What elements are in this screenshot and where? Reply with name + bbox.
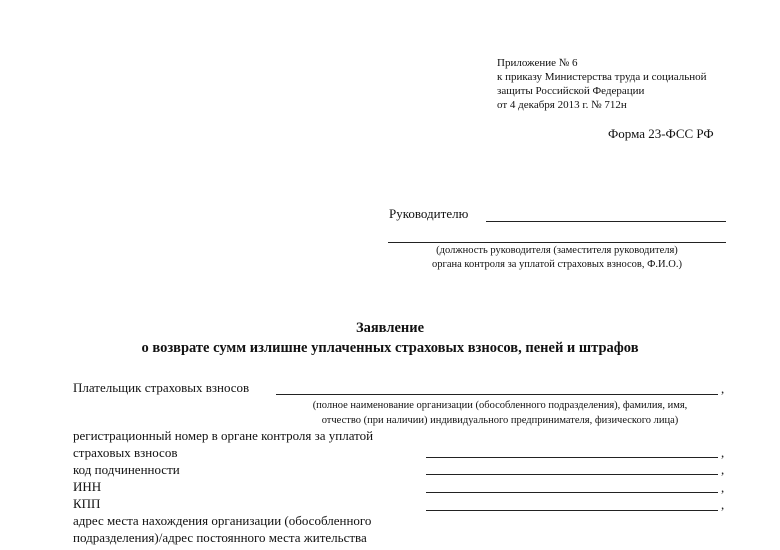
- addressee-field-2[interactable]: [388, 242, 726, 243]
- address-label-line-2: подразделения)/адрес постоянного места жительства: [73, 530, 367, 545]
- kpp-comma: ,: [721, 497, 725, 512]
- kpp-field[interactable]: [426, 510, 718, 511]
- subordination-code-label: код подчиненности: [73, 462, 180, 477]
- addressee-caption: [388, 244, 726, 272]
- reg-number-field[interactable]: [426, 457, 718, 458]
- payer-label: Плательщик страховых взносов: [73, 380, 250, 395]
- payer-caption-line-2: отчество (при наличии) индивидуального предпринимателя, физического лица): [321, 415, 679, 426]
- addressee-caption-line-1: (должность руководителя (заместителя руководителя): [436, 245, 678, 256]
- annex-line-1: Приложение № 6: [497, 57, 578, 69]
- kpp-label: КПП: [73, 496, 101, 511]
- inn-label: ИНН: [73, 479, 102, 494]
- addressee-label: Руководителю: [389, 206, 469, 221]
- reg-number-label-line-1: регистрационный номер в органе контроля за уплатой: [73, 428, 374, 443]
- address-label-line-1: адрес места нахождения организации (обособленного: [73, 513, 372, 528]
- document-title: Заявление: [355, 320, 425, 336]
- inn-field[interactable]: [426, 492, 718, 493]
- subordination-code-field[interactable]: [426, 474, 718, 475]
- inn-comma: ,: [721, 480, 725, 495]
- annex-line-3: защиты Российской Федерации: [497, 85, 645, 97]
- annex-line-2: к приказу Министерства труда и социальной: [497, 71, 707, 83]
- document-subtitle: о возврате сумм излишне уплаченных страховых взносов, пеней и штрафов: [141, 340, 639, 356]
- addressee-field[interactable]: [486, 221, 726, 222]
- annex-line-4: от 4 декабря 2013 г. № 712н: [497, 99, 627, 111]
- payer-field[interactable]: [276, 394, 718, 395]
- subordination-code-comma: ,: [721, 462, 725, 477]
- form-code: Форма 23-ФСС РФ: [608, 126, 714, 141]
- payer-caption-line-1: (полное наименование организации (обособленного подразделения), фамилия, имя,: [312, 400, 688, 411]
- addressee-caption-line-2: органа контроля за уплатой страховых взносов, Ф.И.О.): [432, 259, 682, 270]
- payer-caption: [272, 398, 728, 428]
- annex-block: [497, 56, 707, 112]
- reg-number-label-line-2: страховых взносов: [73, 445, 178, 460]
- payer-comma: ,: [721, 381, 725, 396]
- reg-number-comma: ,: [721, 445, 725, 460]
